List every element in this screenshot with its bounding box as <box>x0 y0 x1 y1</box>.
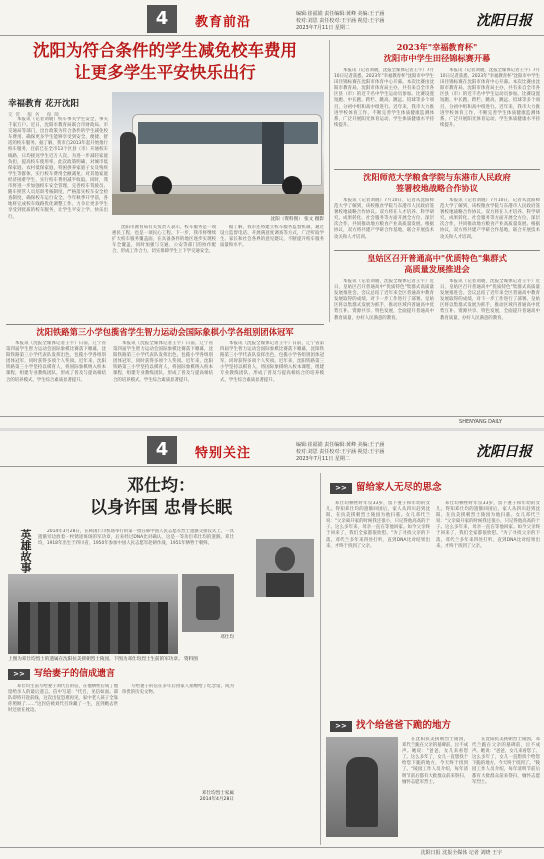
right-headline-3: 皇姑区召开普通高中"优质特色"集群式 高质量发展推进会 <box>367 253 507 274</box>
bottom-article-col-c: 本报讯（沈报全媒体记者王宇）日前，辽宁省第四届学生智力运动会国际象棋比赛落下帷幕，沈阳铁路第三小学代表队发挥出色，包揽小学各组别团体冠军，同时获得多项个人奖项。近年来，沈阳铁路第三小学坚持以棋育人，将国际象棋纳入校本课程，组建专业教练团队，形成了普及与提高相结合的培养模式，学生综合素质显著提升。 <box>220 341 324 383</box>
right-article-3-col-b: 本报讯（记者刘晓，沈报全媒体记者王宇）近日，皇姑区召开普通高中"优质特色"集群式高质量发展推进会。会议总结了近年来全区普通高中教育发展取得的成绩，对下一步工作进行了部署。皇姑区将以集群式发展为抓手，推动区域内普通高中优势互补、资源共享、特色发展，全面提升普通高中教育质量，办好人民满意的教育。 <box>440 279 540 321</box>
page-number: 4 <box>147 436 177 464</box>
portrait-head <box>275 547 295 571</box>
column-art: 英雄故事 <box>19 529 32 573</box>
right-subhead-tag-1: >> <box>330 483 352 494</box>
main-headline: 沈阳为符合条件的学生减免校车费用 让更多学生平安快乐出行 <box>33 41 297 82</box>
right-article-2-col-a: 在沈阳抗美援朝烈士陵园，邓代兰跪在父亲的墓碑前，泣不成声。她说："爸爸，女儿来看您了。这么多年了，女儿一直想找个给您下跪的地方，今天终于找到了。"陵园工作人员介绍，每年清明节前后都有大批群众前来祭扫，缅怀志愿军烈士。 <box>402 737 468 785</box>
right-article-2-col-b: 本报讯（记者刘晓）7月10日，记者从沈阳师范大学了解到，该校粮食学院与东港市人民政府签署校地战略合作协议。双方将在人才培养、科学研究、成果转化、社会服务等方面开展全方位、深层次合作，共同推动地方粮食产业高质量发展。根据协议，双方将共建产学研合作基地，联合开展技术攻关和人才培训。 <box>440 198 540 240</box>
column-divider <box>320 473 321 845</box>
divider <box>334 250 540 251</box>
newspaper-page-education <box>0 0 544 428</box>
right-headline-2: 沈阳师范大学粮食学院与东港市人民政府 签署校地战略合作协议 <box>363 172 511 193</box>
family-photo <box>326 737 398 837</box>
right-article-2-col-a: 本报讯（记者刘晓）7月10日，记者从沈阳师范大学了解到，该校粮食学院与东港市人民政府签署校地战略合作协议。双方将在人才培养、科学研究、成果转化、社会服务等方面开展全方位、深层次合作，共同推动地方粮食产业高质量发展。根据协议，双方将共建产学研合作基地，联合开展技术攻关和人才培训。 <box>334 198 434 240</box>
divider <box>334 169 540 170</box>
family-figure <box>346 757 378 827</box>
main-headline: 邓仕均： 以身许国 忠骨长眠 <box>90 476 232 518</box>
left-subhead-tag: >> <box>8 669 30 680</box>
page-meta: 编辑:崔福娟 责任编辑:黄峰 美编:王子涵 校对:刘思 责任校对:王宇涵 视觉:王宇涵 2023年7月11日 星期二 <box>296 442 385 462</box>
bus-window-strip <box>138 122 318 144</box>
right-article-1-col-b: 本报讯（记者刘晓，沈报全媒体记者王宇）7月10日记者获悉，2023年"幸福教育杯"沈阳市中学生田径锦标赛在沈阳市体育中心开幕。本次比赛由沈阳市教育局、沈阳市体育局主办，共有来自全市各区县（市）的近千名中学生运动员参加。比赛设置短跑、中长跑、跨栏、跳高、跳远、铅球等多个项目，分初中组和高中组进行。近年来，我市大力推进学校体育工作，不断完善学生体质健康监测体系，广泛开展阳光体育运动，学生体质健康水平持续提升。 <box>440 68 540 128</box>
bottom-article-col-a: 本报讯（沈报全媒体记者王宇）日前，辽宁省第四届学生智力运动会国际象棋比赛落下帷幕，沈阳铁路第三小学代表队发挥出色，包揽小学各组别团体冠军，同时获得多项个人奖项。近年来，沈阳铁路第三小学坚持以棋育人，将国际象棋纳入校本课程，组建专业教练团队，形成了普及与提高相结合的培养模式，学生综合素质显著提升。 <box>6 341 106 383</box>
medal-icon <box>196 586 220 620</box>
column-tag-title: 幸福教育 花开沈阳 <box>8 99 79 109</box>
bus-wheel-rear <box>282 176 302 196</box>
letter-text: 写给妻子的信在多年后由家人捐赠给了纪念馆，成为珍贵的历史文物。 <box>122 684 234 696</box>
masthead-logo: 沈阳日报 <box>476 13 532 29</box>
column-tag-sub: 交管 服务 保障 <box>8 113 62 118</box>
section-title: 特别关注 <box>195 446 252 461</box>
page-number: 4 <box>147 5 177 33</box>
column-divider <box>329 40 330 322</box>
masthead-logo: 沈阳日报 <box>476 444 532 460</box>
portrait-body <box>266 573 304 597</box>
ground <box>112 194 324 215</box>
memorial-photo <box>8 574 178 654</box>
medal-photo <box>182 574 234 632</box>
photo-caption: 沈阳（资料图） 张文 摄影 <box>270 217 324 222</box>
page-footer: SHENYANG DAILY <box>0 416 544 428</box>
bus-door <box>262 122 284 184</box>
page-meta: 编辑:崔福娟 责任编辑:黄峰 美编:王子涵 校对:刘思 责任校对:王宇涵 视觉:王宇涵 2023年7月11日 星期二 <box>296 11 385 31</box>
page-footer: 沈阳日报 沈报全媒体 记者 刘晓 王宇 <box>0 847 544 859</box>
photo-caption: 上图为邓仕均烈士的遗属在沈阳抗美援朝烈士陵园，下图为邓仕均烈士生前的军功章。 资料图 <box>8 657 198 662</box>
article-lead-text: 本报讯（记者刘晓）校车事关学生安全，事关千家万户。近日，沈阳市教育局联合市财政局、市交通局等部门，出台政策为符合条件的学生减免校车费用，确保更多学生能够享受到安全、便捷、舒适的校车服务。据了解，我市自2013年起开始推行校车服务，目前已在全市13个区县（市）开通校车线路，日均接送学生近万人次。为进一步减轻家庭负担，提高校车使用率，此次政策明确，对城市低保家庭、农村低保家庭、特困供养家庭子女及残疾学生等群体，实行校车费用全额减免；对其他家庭经济困难学生，实行校车费用减半收取。同时，我市将进一步加强校车安全管理，完善校车驾驶员、随车照管人员培训考核制度，严格落实校车安全检查制度，确保校车运行安全。今年秋季开学前，各地将完成校车线路优化调整工作，力争让更多学生享受到优质的校车服务，让学生平安上学、快乐出行。 <box>8 117 108 220</box>
article-mid-text: 沈阳市教育局有关负责人表示，校车服务是一项惠民工程，也是一项民心工程。下一步，我市将继续扩大校车服务覆盖面，在具备条件的地区逐步实现校车全覆盖，同时加强与交通、公安等部门的协作配合，形成工作合力，切实保障学生上下学交通安全。 <box>112 225 216 255</box>
right-subhead-tag-2: >> <box>330 721 352 732</box>
bus-wheel-front <box>152 176 172 196</box>
bottom-article-col-b: 本报讯（沈报全媒体记者王宇）日前，辽宁省第四届学生智力运动会国际象棋比赛落下帷幕，沈阳铁路第三小学代表队发挥出色，包揽小学各组别团体冠军，同时获得多项个人奖项。近年来，沈阳铁路第三小学坚持以棋育人，将国际象棋纳入校本课程，组建专业教练团队，形成了普及与提高相结合的培养模式，学生综合素质显著提升。 <box>113 341 213 383</box>
divider <box>6 324 324 325</box>
right-article-3-col-a: 本报讯（记者刘晓，沈报全媒体记者王宇）近日，皇姑区召开普通高中"优质特色"集群式高质量发展推进会。会议总结了近年来全区普通高中教育发展取得的成绩，对下一步工作进行了部署。皇姑区将以集群式发展为抓手，推动区域内普通高中优势互补、资源共享、特色发展，全面提升普通高中教育质量，办好人民满意的教育。 <box>334 279 434 321</box>
right-subheadline-1: 留给家人无尽的思念 <box>356 482 442 493</box>
article-lead-text: 2014年3月28日，在韩国仁川机场举行的第一批在韩中国人民志愿军烈士遗骸交接仪式上，一具遗骸旁边放着一枚锈迹斑斑的军功章，后来经过DNA比对确认，这是一等功臣邓仕均的遗骸。邓仕均，1918年出生于四川省，1950年参加中国人民志愿军赴朝作战，1951年牺牲于朝鲜。 <box>38 529 234 547</box>
newspaper-page-special <box>0 431 544 859</box>
page-header <box>0 431 544 467</box>
page-header <box>0 0 544 36</box>
left-article-text: 邓仕均生前写给妻子刘代召的信，在他牺牲后成了他留给亲人的最后遗言。信中写道："代召，见信如面。部队即将开赴前线，这次出征恐难再见，家中老人孩子全靠你照顾了……"这封信被刘代召珍藏了一生，直到她去世时还放在枕边。 <box>8 684 118 714</box>
right-headline-1: 2023年"幸福教育杯" 沈阳市中学生田径锦标赛开幕 <box>383 42 491 63</box>
school-bus-photo <box>112 92 324 215</box>
right-article-1-col-a: 邓仕均牺牲时年仅33岁，留下妻子和年幼的女儿。得知邓仕均的遗骸回国后，家人从四川赶到沈阳，在抗美援朝烈士陵园为他扫墓。女儿邓代兰说："父亲离开家的时候我还很小，只记得他高高的个子。这么多年来，母亲一直在等他回家。如今父亲终于回来了，我们全家都很欣慰。"为了寻找父亲的下落，邓代兰多年来四处打听，直到DNA比对结果出来，才终于找到了父亲。 <box>326 501 430 549</box>
bottom-headline: 沈阳铁路第三小学包揽省学生智力运动会国际象棋小学各组别团体冠军 <box>36 327 294 337</box>
left-subheadline: 写给妻子的信成遗言 <box>34 669 116 679</box>
article-mid-text-2: 据了解，我市还将建立校车服务监督机制，通过设立监督电话、开展满意度调查等方式，广泛听取学生、家长和社会各界的意见建议，不断提升校车服务质量和水平。 <box>220 225 324 249</box>
right-article-1-col-b: 邓仕均牺牲时年仅33岁，留下妻子和年幼的女儿。得知邓仕均的遗骸回国后，家人从四川赶到沈阳，在抗美援朝烈士陵园为他扫墓。女儿邓代兰说："父亲离开家的时候我还很小，只记得他高高的个子。这么多年来，母亲一直在等他回家。如今父亲终于回来了，我们全家都很欣慰。"为了寻找父亲的下落，邓代兰多年来四处打听，直到DNA比对结果出来，才终于找到了父亲。 <box>436 501 540 549</box>
letter-signature: 邓仕均烈士家属 2014年4月28日 <box>199 791 234 802</box>
person-figure <box>120 132 136 192</box>
photo-people-row <box>18 602 168 654</box>
right-subheadline-2: 找个给爸爸下跪的地方 <box>356 720 452 731</box>
right-article-1-col-a: 本报讯（记者刘晓，沈报全媒体记者王宇）7月10日记者获悉，2023年"幸福教育杯"沈阳市中学生田径锦标赛在沈阳市体育中心开幕。本次比赛由沈阳市教育局、沈阳市体育局主办，共有来自全市各区县（市）的近千名中学生运动员参加。比赛设置短跑、中长跑、跨栏、跳高、跳远、铅球等多个项目，分初中组和高中组进行。近年来，我市大力推进学校体育工作，不断完善学生体质健康监测体系，广泛开展阳光体育运动，学生体质健康水平持续提升。 <box>334 68 434 128</box>
column-tag <box>8 91 108 118</box>
small-photo-caption: 邓仕均 <box>220 635 234 640</box>
portrait-photo <box>256 539 314 597</box>
section-title: 教育前沿 <box>195 15 252 30</box>
right-article-2-col-b: 在沈阳抗美援朝烈士陵园，邓代兰跪在父亲的墓碑前，泣不成声。她说："爸爸，女儿来看您了。这么多年了，女儿一直想找个给您下跪的地方，今天终于找到了。"陵园工作人员介绍，每年清明节前后都有大批群众前来祭扫，缅怀志愿军烈士。 <box>472 737 540 785</box>
